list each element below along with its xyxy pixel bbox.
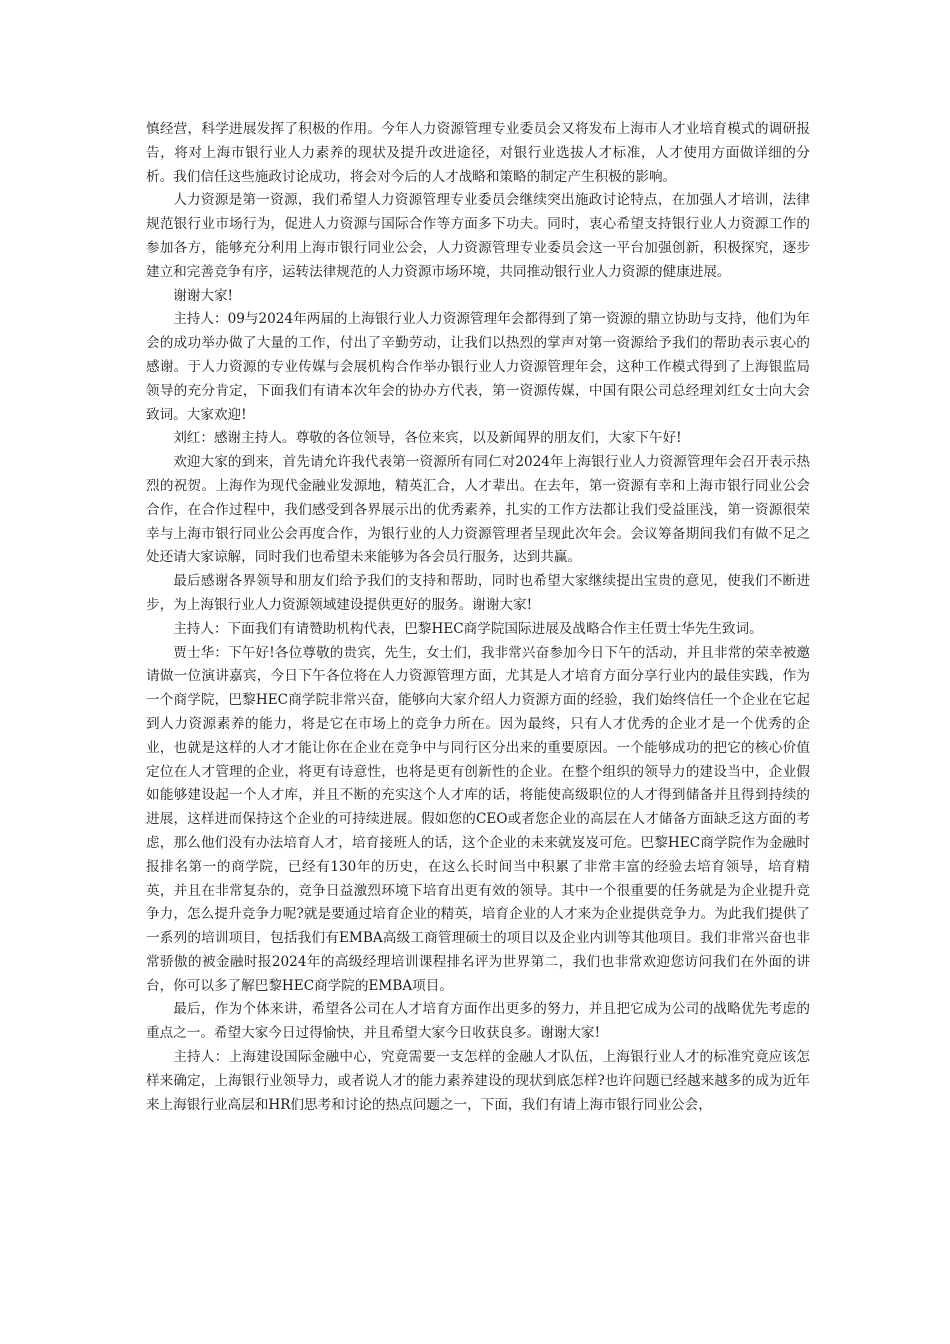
paragraph-3: 谢谢大家! — [173, 287, 234, 304]
paragraph-2: 人力资源是第一资源，我们希望人力资源管理专业委员会继续突出施政讨论特点，在加强人才培训，法律规范银行业市场行为，促进人力资源与国际合作等方面多下功夫。同时，衷心希望支持银行业人力资源工作的参加各方，能够充分利用上海市银行同业公会，人力资源管理专业委员会这一平台加强创新，积极探究，逐步建立和完善竞争有序，运转法律规范的人力资源市场环境，共同推动银行业人力资源的健康进展。 — [146, 192, 810, 280]
paragraph-11: 主持人：上海建设国际金融中心，究竟需要一支怎样的金融人才队伍，上海银行业人才的标准究竟应该怎样来确定，上海银行业领导力，或者说人才的能力素养建设的现状到底怎样?也许问题已经越来越多的成为近年来上海银行业高层和HR们思考和讨论的热点问题之一，下面，我们有请上海市银行同业公会， — [146, 1049, 810, 1113]
paragraph-4: 主持人：09与2024年两届的上海银行业人力资源管理年会都得到了第一资源的鼎立协助与支持，他们为年会的成功举办做了大量的工作，付出了辛勤劳动，让我们以热烈的掌声对第一资源给予我们的帮助表示衷心的感谢。于人力资源的专业传媒与会展机构合作举办银行业人力资源管理年会，这种工作模式得到了上海银监局领导的充分肯定，下面我们有请本次年会的协办方代表，第一资源传媒，中国有限公司总经理刘红女士向大会致词。大家欢迎! — [146, 311, 810, 423]
paragraph-6: 欢迎大家的到来，首先请允许我代表第一资源所有同仁对2024年上海银行业人力资源管理年会召开表示热烈的祝贺。上海作为现代金融业发源地，精英汇合，人才辈出。在去年，第一资源有幸和上海市银行同业公会合作，在合作过程中，我们感受到各界展示出的优秀素养，扎实的工作方法都让我们受益匪浅，第一资源很荣幸与上海市银行同业公会再度合作，为银行业的人力资源管理者呈现此次年会。会议筹备期间我们有做不足之处还请大家谅解，同时我们也希望未来能够为各会员行服务，达到共赢。 — [146, 454, 810, 566]
document-body — [146, 118, 810, 1117]
paragraph-7: 最后感谢各界领导和朋友们给予我们的支持和帮助，同时也希望大家继续提出宝贵的意见，使我们不断进步，为上海银行业人力资源领域建设提供更好的服务。谢谢大家! — [146, 573, 810, 613]
paragraph-8: 主持人：下面我们有请赞助机构代表，巴黎HEC商学院国际进展及战略合作主任贾士华先生致词。 — [173, 620, 763, 637]
paragraph-1: 慎经营，科学进展发挥了积极的作用。今年人力资源管理专业委员会又将发布上海市人才业培育模式的调研报告，将对上海市银行业人力素养的现状及提升改进途径，对银行业选拔人才标准，人才使用方面做详细的分析。我们信任这些施政讨论成功，将会对今后的人才战略和策略的制定产生积极的影响。 — [146, 121, 810, 185]
paragraph-9: 贾士华：下午好!各位尊敬的贵宾，先生，女士们，我非常兴奋参加今日下午的活动，并且非常的荣幸被邀请做一位演讲嘉宾，今日下午各位将在人力资源管理方面，尤其是人才培育方面分享行业内的最佳实践，作为一个商学院，巴黎HEC商学院非常兴奋，能够向大家介绍人力资源方面的经验，我们始终信任一个企业在它起到人力资源素养的能力，将是它在市场上的竞争力所在。因为最终，只有人才优秀的企业才是一个优秀的企业，也就是这样的人才才能让你在企业在竞争中与同行区分出来的重要原因。一个能够成功的把它的核心价值定位在人才管理的企业，将更有诗意性，也将是更有创新性的企业。在整个组织的领导力的建设当中，企业假如能够建设起一个人才库，并且不断的充实这个人才库的话，将能使高级职位的人才得到储备并且得到持续的进展，这样进而保持这个企业的可持续进展。假如您的CEO或者您企业的高层在人才储备方面缺乏这方面的考虑，那么他们没有办法培育人才，培育接班人的话，这个企业的未来就岌岌可危。巴黎HEC商学院作为金融时报排名第一的商学院，已经有130年的历史，在这么长时间当中积累了非常丰富的经验去培育领导，培育精英，并且在非常复杂的，竞争日益激烈环境下培育出更有效的领导。其中一个很重要的任务就是为企业提升竞争力，怎么提升竞争力呢?就是要通过培育企业的精英，培育企业的人才来为企业提供竞争力。为此我们提供了一系列的培训项目，包括我们有EMBA高级工商管理硕士的项目以及企业内训等其他项目。我们非常兴奋也非常骄傲的被金融时报2024年的高级经理培训课程排名评为世界第二，我们也非常欢迎您访问我们在外面的讲台，你可以多了解巴黎HEC商学院的EMBA项目。 — [146, 644, 810, 994]
paragraph-5: 刘红：感谢主持人。尊敬的各位领导，各位来宾，以及新闻界的朋友们，大家下午好! — [173, 430, 682, 447]
paragraph-10: 最后，作为个体来讲，希望各公司在人才培育方面作出更多的努力，并且把它成为公司的战略优先考虑的重点之一。希望大家今日过得愉快，并且希望大家今日收获良多。谢谢大家! — [146, 1001, 810, 1042]
